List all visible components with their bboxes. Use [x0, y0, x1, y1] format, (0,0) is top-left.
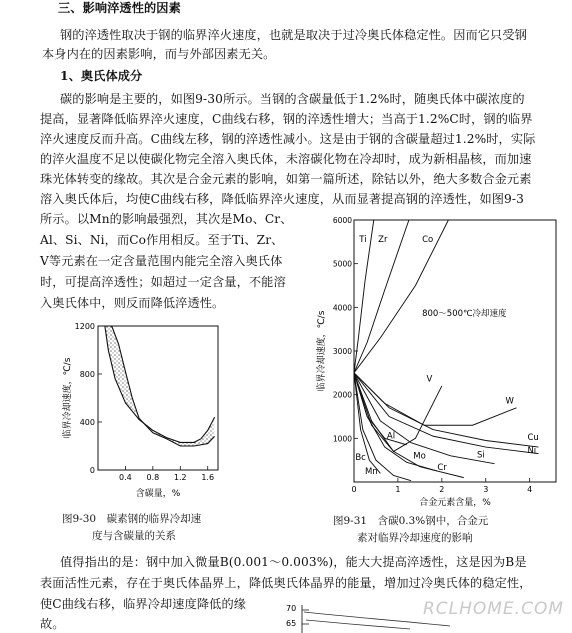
- fig30-band: [105, 326, 215, 446]
- para1-line-6: 溶入奥氏体后，均使C曲线右移，降低临界淬火速度，从而显著提高钢的淬透性，如图9-3: [40, 192, 524, 206]
- para1-wrap-line-2: Al、Si、Ni，而Co作用相反。至于Ti、Zr、: [40, 233, 284, 247]
- fig31-ytick-label: 3000: [332, 347, 352, 356]
- para2-line-4: 故。: [40, 617, 65, 631]
- fig31-ytick-label: 5000: [332, 259, 352, 269]
- fig31-annotation: 800～500℃冷却速度: [422, 309, 507, 320]
- para1-line-5: 珠光体转变的缘故。其次是合金元素的影响，如第一篇所述，除钴以外，绝大多数合金元素: [40, 172, 532, 186]
- fig31-series-label-mn: Mn: [364, 467, 378, 478]
- fig31-series-label-zr: Zr: [378, 234, 388, 245]
- fig30-xtick-label: 0.8: [146, 473, 160, 482]
- figure-9-30-caption-2: 度与含碳量的关系: [92, 530, 176, 542]
- fig31-xtick-label: 0: [351, 485, 357, 494]
- para1-wrap-line-1: 所示。以Mn的影响最强烈，其次是Mo、Cr、: [40, 212, 293, 226]
- fig31-xtick-label: 4: [527, 485, 533, 494]
- fig30-xtick-label: 1.6: [201, 473, 215, 482]
- figure-9-30-chart: [50, 318, 230, 503]
- fig31-series-label-bc: Bc: [355, 453, 366, 464]
- fig31-series-label-al: Al: [386, 431, 396, 442]
- figure-9-31-caption-1: 图9-31 含碳0.3%钢中，合金元: [333, 515, 489, 527]
- para2-line-3: 使C曲线右移，临界冷却速度降低的缘: [40, 597, 247, 611]
- para1-line-2: 提高，显著降低临界淬火速度，C曲线右移，钢的淬透性增大；当高于1.2%C时，钢的临界: [40, 112, 533, 126]
- fig31-series-label-cr: Cr: [437, 463, 447, 474]
- fig30-ytick-label: 400: [79, 418, 95, 427]
- fig31-ytick-label: 1000: [332, 434, 352, 444]
- figure-9-31-caption-2: 素对临界冷却速度的影响: [357, 532, 473, 544]
- para1-wrap-line-3: V等元素在一定含量范围内能完全溶入奥氏体: [40, 254, 283, 268]
- watermark: RCLHOME.COM: [422, 599, 564, 619]
- fig31-series-label-v: V: [426, 374, 433, 385]
- fig31-xtick-label: 1: [395, 485, 401, 494]
- fig31-series-label-co: Co: [422, 234, 434, 245]
- fig31-series-label-ni: Ni: [527, 446, 537, 457]
- figure-9-31-chart: [306, 212, 568, 507]
- para2-line-2: 表面活性元素，存在于奥氏体晶界上，降低奥氏体晶界的能量，增加过冷奥氏体的稳定性，: [40, 576, 532, 590]
- fig31-ytick-label: 2000: [332, 390, 352, 400]
- fig30-ylabel: 临界冷却速度，℃/s: [63, 357, 73, 439]
- intro-line-1: 钢的淬透性取决于钢的临界淬火速度，也就是取决于过冷奥氏体稳定性。因而它只受钢: [60, 28, 527, 42]
- para1-wrap-line-4: 时，可提高淬透性；如超过一定含量，不能溶: [40, 275, 286, 289]
- fig30-xtick-label: 1.2: [173, 473, 187, 482]
- fig31-series-label-mo: Mo: [413, 451, 426, 462]
- fig31-series-label-w: W: [505, 396, 514, 407]
- intro-line-2: 本身内在的因素影响，而与外部因素无关。: [42, 47, 276, 61]
- fig31-xlabel: 合金元素含量，%: [419, 498, 491, 507]
- fig30-ytick-label: 0: [89, 466, 95, 475]
- para1-line-1: 碳的影响是主要的，如图9-30所示。当钢的含碳量低于1.2%时，随奥氏体中碳浓度的: [60, 92, 525, 106]
- fig31-series-si: [354, 373, 495, 464]
- fig31-frame: [354, 220, 556, 482]
- fragment-tick-65: 65: [286, 619, 297, 628]
- para2-line-1: 值得指出的是：钢中加入微量B(0.001～0.003%)，能大大提高淬透性，这是因为B是: [60, 555, 527, 569]
- fragment-tick-70: 70: [286, 604, 297, 613]
- fig31-ytick-label: 4000: [332, 303, 352, 313]
- para1-line-3: 淬火速度反而升高。C曲线左移，钢的淬透性减小。这是由于钢的含碳量超过1.2%时，实际: [40, 132, 536, 146]
- fig31-series-label-cu: Cu: [527, 433, 539, 444]
- fig31-series-label-si: Si: [476, 450, 485, 461]
- subheading-austenite: 1、奥氏体成分: [60, 69, 143, 83]
- fig31-xtick-label: 2: [439, 485, 445, 494]
- section-heading: 三、影响淬透性的因素: [58, 1, 181, 15]
- fig30-ytick-label: 1200: [74, 322, 95, 331]
- para1-line-4: 的淬火温度不足以使碳化物完全溶入奥氏体，未溶碳化物在冷却时，成为新相晶核，而加速: [40, 152, 532, 166]
- fig31-ytick-label: 6000: [332, 216, 352, 225]
- fig31-xtick-label: 3: [483, 485, 489, 494]
- fig31-ylabel: 临界冷却速度，℃/s: [317, 310, 327, 392]
- fig30-ytick-label: 800: [79, 370, 95, 379]
- para1-wrap-line-5: 入奥氏体中，则反而降低淬透性。: [40, 296, 225, 310]
- figure-9-30-caption-1: 图9-30 碳素钢的临界冷却速: [62, 513, 202, 525]
- fig30-xtick-label: 0.4: [119, 473, 132, 482]
- fig31-series-label-ti: Ti: [359, 234, 367, 245]
- fig30-xlabel: 含碳量，%: [135, 489, 181, 499]
